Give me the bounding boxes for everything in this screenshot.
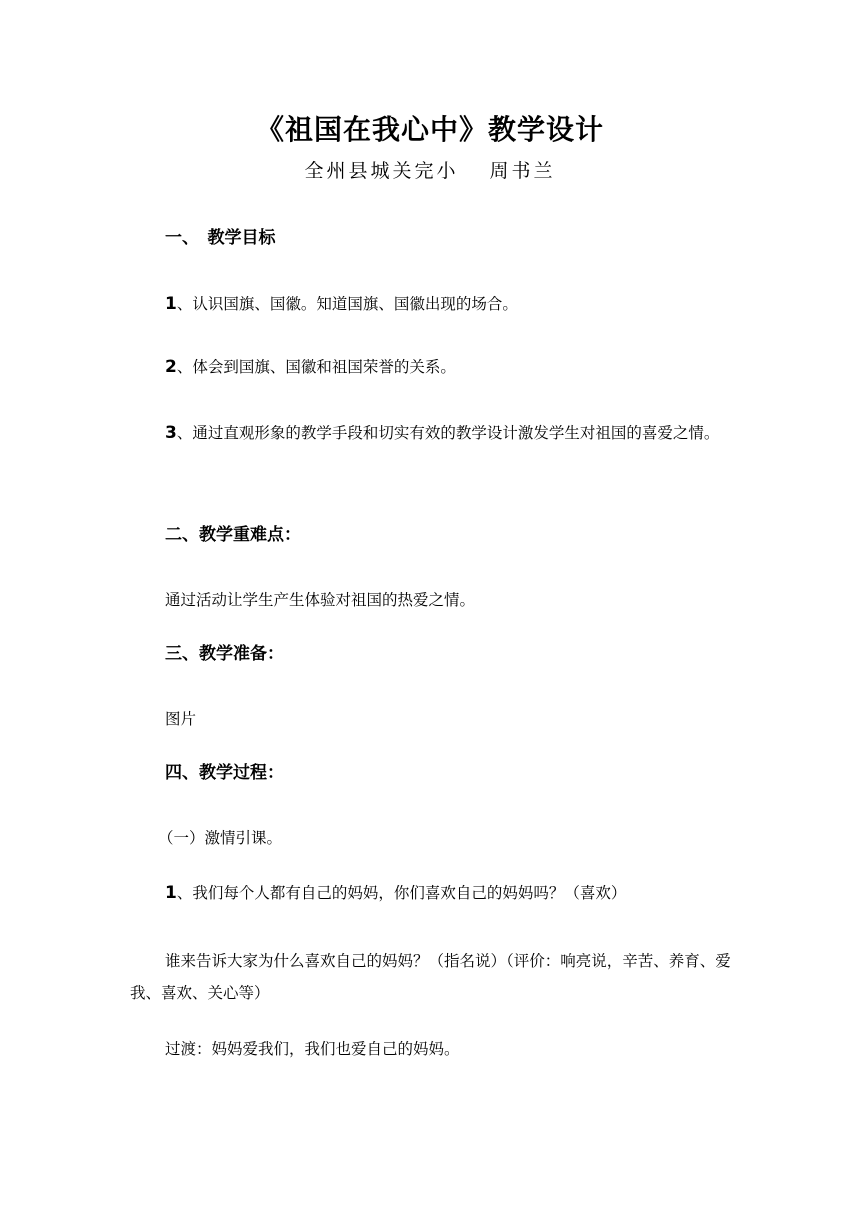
- process-text: 、我们每个人都有自己的妈妈，你们喜欢自己的妈妈吗？（喜欢）: [176, 884, 627, 902]
- goal-item-3: [130, 413, 740, 453]
- goal-item-2: [165, 359, 456, 376]
- goal-item-1: [165, 296, 518, 313]
- goal-text: 、认识国旗、国徽。知道国旗、国徽出现的场合。: [176, 295, 518, 313]
- preparation-text: 图片: [165, 710, 197, 728]
- process-subheading: （一）激情引课。: [158, 829, 283, 847]
- goal-number: 1: [165, 294, 177, 314]
- goal-text: 、通过直观形象的教学手段和切实有效的教学设计激发学生对祖国的喜爱之情。: [176, 424, 720, 442]
- section-heading-process: 四、教学过程：: [165, 763, 284, 783]
- goal-number: 3: [165, 423, 177, 443]
- author-line: 全州县城关完小 周书兰: [304, 160, 556, 182]
- key-points-text: 通过活动让学生产生体验对祖国的热爱之情。: [165, 591, 476, 609]
- process-item-1: [165, 885, 626, 902]
- goal-number: 2: [165, 357, 177, 377]
- goal-text: 、体会到国旗、国徽和祖国荣誉的关系。: [176, 358, 456, 376]
- section-heading-preparation: 三、教学准备：: [165, 644, 284, 664]
- process-paragraph-2: 过渡：妈妈爱我们，我们也爱自己的妈妈。: [165, 1040, 460, 1058]
- section-heading-goals: 一、 教学目标: [165, 228, 276, 248]
- process-paragraph-1: 谁来告诉大家为什么喜欢自己的妈妈？（指名说）（评价：响亮说，辛苦、养育、爱我、喜欢、关心等）: [130, 952, 731, 1002]
- process-number: 1: [165, 883, 177, 903]
- document-title: 《祖国在我心中》教学设计: [255, 113, 604, 146]
- section-heading-key-points: 二、教学重难点：: [165, 525, 301, 545]
